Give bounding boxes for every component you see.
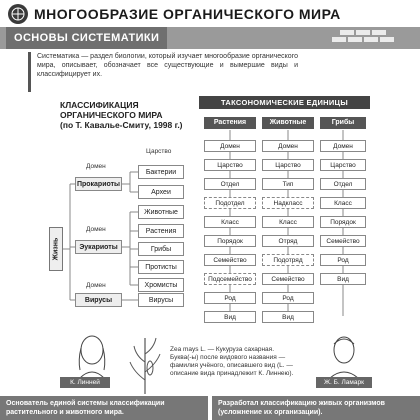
tax-plant-species: Вид [204,311,256,323]
tax-head-animals: Животные [262,117,314,129]
tax-fungi-kingdom: Царство [320,159,366,171]
tax-animal-phylum: Тип [262,178,314,190]
tax-plant-subfamily: Подсемейство [204,273,256,285]
tax-animal-kingdom: Царство [262,159,314,171]
tax-animal-family: Семейство [262,273,314,285]
domain-label-1: Домен [86,163,106,170]
classification-heading: КЛАССИФИКАЦИЯ ОРГАНИЧЕСКОГО МИРА [60,100,163,120]
kingdom-label: Царство [146,148,172,155]
tax-head-fungi: Грибы [320,117,366,129]
tax-plant-kingdom: Царство [204,159,256,171]
kingdom-animals: Животные [138,205,184,219]
tax-animal-superclass: Надкласс [262,197,314,209]
tax-plant-division: Отдел [204,178,256,190]
tax-animal-order: Отряд [262,235,314,247]
domain-label-3: Домен [86,282,106,289]
kingdom-archaea: Археи [138,185,184,199]
linney-portrait [70,330,114,378]
tax-plant-genus: Род [204,292,256,304]
tax-fungi-genus: Род [320,254,366,266]
kingdom-chromists: Хромисты [138,278,184,292]
classification-subtitle: (по Т. Кавалье-Смиту, 1998 г.) [60,120,183,130]
tax-fungi-order: Порядок [320,216,366,228]
tax-fungi-domain: Домен [320,140,366,152]
domain-eukaryotes: Эукариоты [75,240,122,254]
tax-fungi-species: Вид [320,273,366,285]
tax-animal-suborder: Подотряд [262,254,314,266]
lamark-name: Ж. Б. Ламарк [316,377,372,388]
tax-animal-genus: Род [262,292,314,304]
intro-text: Систематика — раздел биологии, который изучает многообразие органического мира, описывает, обозначает все существующие и вымершие виды и классифицирует их. [28,52,298,92]
kingdom-bacteria: Бактерии [138,165,184,179]
tax-plant-subdivision: Подотдел [204,197,256,209]
footer-left: Основатель единой системы классификации растительного и животного мира. [0,396,208,420]
kingdom-fungi: Грибы [138,242,184,256]
domain-viruses: Вирусы [75,293,122,307]
root-life-label: Жизнь [52,237,60,261]
footer-right: Разработал классификацию живых организмов (усложнение их организации). [212,396,420,420]
page-title: МНОГООБРАЗИЕ ОРГАНИЧЕСКОГО МИРА [34,6,341,22]
tax-fungi-division: Отдел [320,178,366,190]
tax-plant-class: Класс [204,216,256,228]
tax-plant-order: Порядок [204,235,256,247]
kingdom-viruses: Вирусы [138,293,184,307]
kingdom-protists: Протисты [138,260,184,274]
domain-label-2: Домен [86,226,106,233]
tax-plant-family: Семейство [204,254,256,266]
tax-fungi-family: Семейство [320,235,366,247]
tax-animal-class: Класс [262,216,314,228]
tax-head-plants: Растения [204,117,256,129]
domain-prokaryotes: Прокариоты [75,177,122,191]
tax-animal-domain: Домен [262,140,314,152]
corn-caption: Zea mays L. — Кукуруза сахарная. Буква(-ы) после видового названия — фамилия учёного, описавшего вид (L. — описание вида принадлежит К. Линнею). [170,346,294,377]
tax-plant-domain: Домен [204,140,256,152]
taxonomy-title: ТАКСОНОМИЧЕСКИЕ ЕДИНИЦЫ [199,96,370,109]
lamark-portrait [322,330,366,378]
tax-fungi-class: Класс [320,197,366,209]
linney-name: К. Линней [60,377,110,388]
kingdom-plants: Растения [138,224,184,238]
corn-plant-illustration [128,332,162,394]
tax-animal-species: Вид [262,311,314,323]
section-label: ОСНОВЫ СИСТЕМАТИКИ [6,27,167,49]
